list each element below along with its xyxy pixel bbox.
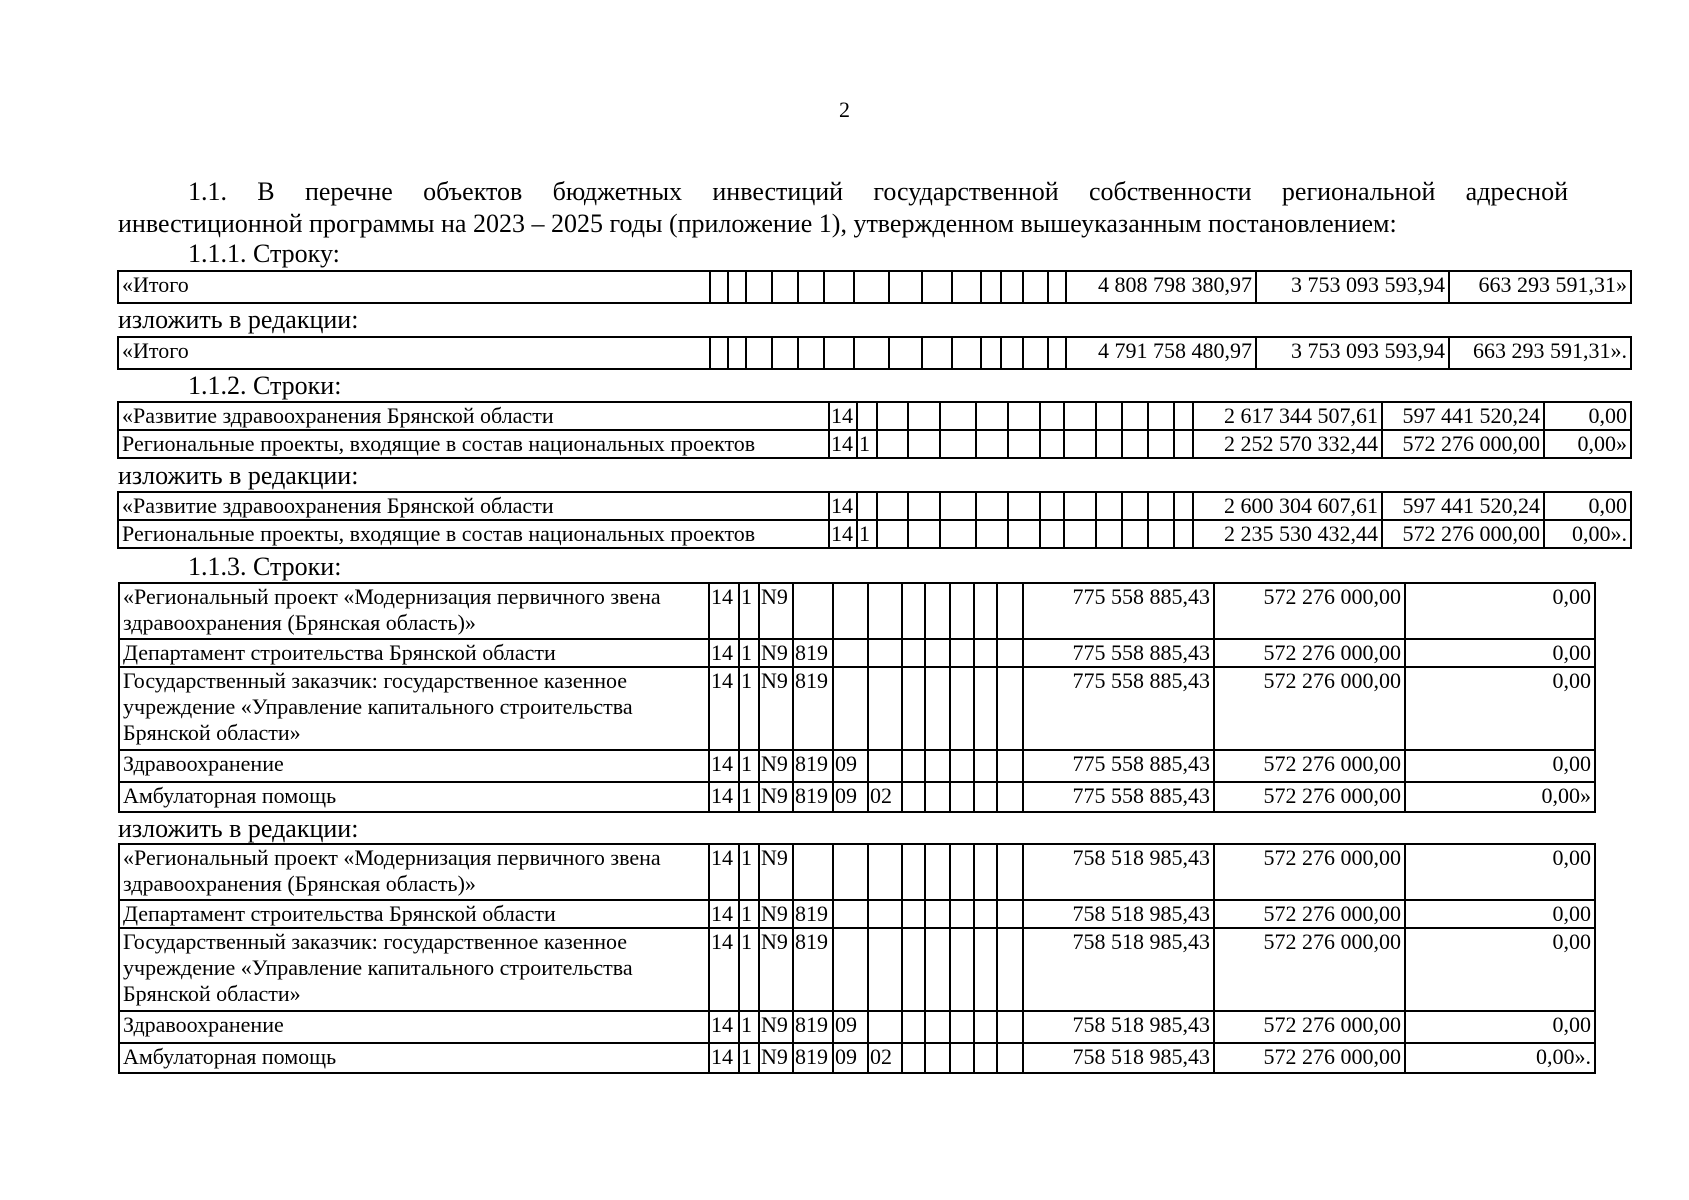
- value-2025: 0,00».: [1405, 1043, 1595, 1073]
- value-2025: 0,00: [1405, 583, 1595, 639]
- value-2023: 2 252 570 332,44: [1193, 430, 1382, 458]
- code-4: [793, 583, 833, 639]
- value-2025: 0,00: [1405, 900, 1595, 928]
- code-1: 14: [829, 402, 857, 430]
- row-name: Государственный заказчик: государственное казенное учреждение «Управление капитального строительства Брянской области»: [119, 928, 709, 1011]
- code-6: [868, 639, 902, 667]
- value-2023: 758 518 985,43: [1023, 1043, 1214, 1073]
- code-2: 1: [739, 900, 759, 928]
- code-4: [793, 844, 833, 900]
- intro-line-1: 1.1. В перечне объектов бюджетных инвестиций государственной собственности региональной адресной: [188, 177, 1568, 206]
- row-name: «Региональный проект «Модернизация первичного звена здравоохранения (Брянская область)»: [119, 844, 709, 900]
- code-6: 02: [868, 1043, 902, 1073]
- intro-paragraph: [118, 176, 1568, 240]
- value-2025: 0,00»: [1405, 782, 1595, 812]
- code-1: 14: [709, 782, 739, 812]
- value-2025: 0,00: [1544, 402, 1631, 430]
- value-2024: 572 276 000,00: [1214, 928, 1405, 1011]
- value-2024: 572 276 000,00: [1382, 520, 1544, 548]
- code-1: 14: [829, 520, 857, 548]
- value-2024: 572 276 000,00: [1382, 430, 1544, 458]
- code-2: 1: [739, 928, 759, 1011]
- code-6: [868, 583, 902, 639]
- row-name: «Развитие здравоохранения Брянской области: [118, 492, 829, 520]
- code-2: 1: [739, 750, 759, 782]
- table-row: [118, 430, 1631, 458]
- code-3: N9: [759, 900, 793, 928]
- code-6: [868, 844, 902, 900]
- value-2024: 3 753 093 593,94: [1256, 271, 1449, 303]
- code-3: N9: [759, 782, 793, 812]
- table-row: [119, 667, 1595, 750]
- value-2025: 0,00»: [1544, 430, 1631, 458]
- heading-redak-2: изложить в редакции:: [118, 461, 359, 490]
- table-row: [118, 271, 1631, 303]
- code-3: N9: [759, 1011, 793, 1043]
- value-2024: 597 441 520,24: [1382, 402, 1544, 430]
- code-5: [833, 844, 868, 900]
- table-row: [119, 1043, 1595, 1073]
- table-row: [119, 928, 1595, 1011]
- code-5: 09: [833, 750, 868, 782]
- table-row: [119, 900, 1595, 928]
- table-row: [119, 844, 1595, 900]
- value-2023: 775 558 885,43: [1023, 639, 1214, 667]
- value-2024: 572 276 000,00: [1214, 1011, 1405, 1043]
- itogo-old-table: [117, 270, 1632, 304]
- value-2025: 0,00: [1405, 928, 1595, 1011]
- row-name: «Итого: [118, 271, 710, 303]
- value-2023: 775 558 885,43: [1023, 583, 1214, 639]
- value-2023: 758 518 985,43: [1023, 928, 1214, 1011]
- code-6: 02: [868, 782, 902, 812]
- sec112-old-table: [117, 401, 1632, 459]
- value-2023: 4 808 798 380,97: [1066, 271, 1256, 303]
- sec113-old-table: [118, 582, 1596, 813]
- value-2024: 572 276 000,00: [1214, 900, 1405, 928]
- row-name: Здравоохранение: [119, 750, 709, 782]
- code-1: 14: [709, 928, 739, 1011]
- code-5: [833, 583, 868, 639]
- sec113-new-table: [118, 843, 1596, 1074]
- code-1: 14: [829, 430, 857, 458]
- value-2023: 775 558 885,43: [1023, 782, 1214, 812]
- code-4: 819: [793, 1011, 833, 1043]
- row-name: Региональные проекты, входящие в состав национальных проектов: [118, 430, 829, 458]
- heading-1-1-2: 1.1.2. Строки:: [188, 371, 342, 400]
- value-2024: 572 276 000,00: [1214, 639, 1405, 667]
- value-2024: 572 276 000,00: [1214, 750, 1405, 782]
- value-2025: 0,00».: [1544, 520, 1631, 548]
- code-1: 14: [709, 844, 739, 900]
- value-2025: 663 293 591,31».: [1449, 337, 1631, 369]
- row-name: «Региональный проект «Модернизация первичного звена здравоохранения (Брянская область)»: [119, 583, 709, 639]
- value-2023: 758 518 985,43: [1023, 844, 1214, 900]
- row-name: Региональные проекты, входящие в состав национальных проектов: [118, 520, 829, 548]
- row-name: Департамент строительства Брянской области: [119, 900, 709, 928]
- code-6: [868, 750, 902, 782]
- code-6: [868, 928, 902, 1011]
- code-4: 819: [793, 900, 833, 928]
- value-2023: 775 558 885,43: [1023, 750, 1214, 782]
- table-row: [119, 750, 1595, 782]
- value-2023: 758 518 985,43: [1023, 1011, 1214, 1043]
- code-2: 1: [739, 583, 759, 639]
- row-name: «Итого: [118, 337, 710, 369]
- value-2025: 0,00: [1405, 844, 1595, 900]
- row-name: Амбулаторная помощь: [119, 1043, 709, 1073]
- value-2024: 572 276 000,00: [1214, 667, 1405, 750]
- value-2024: 572 276 000,00: [1214, 844, 1405, 900]
- code-3: N9: [759, 844, 793, 900]
- code-1: 14: [709, 667, 739, 750]
- code-2: 1: [739, 667, 759, 750]
- code-2: [857, 492, 877, 520]
- value-2024: 572 276 000,00: [1214, 782, 1405, 812]
- value-2023: 2 235 530 432,44: [1193, 520, 1382, 548]
- code-6: [868, 667, 902, 750]
- value-2024: 597 441 520,24: [1382, 492, 1544, 520]
- code-4: 819: [793, 750, 833, 782]
- code-2: 1: [739, 1043, 759, 1073]
- code-1: 14: [709, 1043, 739, 1073]
- value-2025: 663 293 591,31»: [1449, 271, 1631, 303]
- code-2: 1: [739, 782, 759, 812]
- code-2: 1: [739, 639, 759, 667]
- value-2025: 0,00: [1405, 1011, 1595, 1043]
- value-2023: 2 617 344 507,61: [1193, 402, 1382, 430]
- code-6: [868, 900, 902, 928]
- row-name: Государственный заказчик: государственное казенное учреждение «Управление капитального строительства Брянской области»: [119, 667, 709, 750]
- value-2024: 3 753 093 593,94: [1256, 337, 1449, 369]
- code-2: 1: [857, 430, 877, 458]
- code-5: [833, 928, 868, 1011]
- code-6: [868, 1011, 902, 1043]
- code-1: 14: [829, 492, 857, 520]
- heading-1-1-1: 1.1.1. Строку:: [188, 239, 340, 268]
- code-4: 819: [793, 1043, 833, 1073]
- table-row: [118, 492, 1631, 520]
- value-2025: 0,00: [1405, 667, 1595, 750]
- table-row: [119, 583, 1595, 639]
- table-row: [119, 782, 1595, 812]
- code-1: 14: [709, 1011, 739, 1043]
- code-3: N9: [759, 750, 793, 782]
- code-3: N9: [759, 928, 793, 1011]
- code-5: [833, 667, 868, 750]
- table-row: [118, 337, 1631, 369]
- heading-redak-3: изложить в редакции:: [118, 814, 359, 843]
- value-2023: 758 518 985,43: [1023, 900, 1214, 928]
- code-2: 1: [857, 520, 877, 548]
- heading-1-1-3: 1.1.3. Строки:: [188, 552, 342, 581]
- value-2025: 0,00: [1405, 639, 1595, 667]
- code-3: N9: [759, 639, 793, 667]
- code-1: 14: [709, 750, 739, 782]
- heading-redak-1: изложить в редакции:: [118, 305, 359, 334]
- code-3: N9: [759, 1043, 793, 1073]
- value-2025: 0,00: [1544, 492, 1631, 520]
- code-4: 819: [793, 667, 833, 750]
- code-1: 14: [709, 583, 739, 639]
- row-name: «Развитие здравоохранения Брянской области: [118, 402, 829, 430]
- table-row: [119, 639, 1595, 667]
- value-2023: 2 600 304 607,61: [1193, 492, 1382, 520]
- page-number: 2: [839, 97, 850, 122]
- code-1: 14: [709, 900, 739, 928]
- code-5: [833, 900, 868, 928]
- code-5: 09: [833, 1011, 868, 1043]
- code-3: N9: [759, 583, 793, 639]
- table-row: [119, 1011, 1595, 1043]
- value-2024: 572 276 000,00: [1214, 583, 1405, 639]
- table-row: [118, 520, 1631, 548]
- code-1: 14: [709, 639, 739, 667]
- code-5: [833, 639, 868, 667]
- code-4: 819: [793, 639, 833, 667]
- value-2023: 775 558 885,43: [1023, 667, 1214, 750]
- code-4: 819: [793, 782, 833, 812]
- itogo-new-table: [117, 336, 1632, 370]
- code-2: 1: [739, 1011, 759, 1043]
- row-name: Амбулаторная помощь: [119, 782, 709, 812]
- value-2023: 4 791 758 480,97: [1066, 337, 1256, 369]
- code-3: N9: [759, 667, 793, 750]
- sec112-new-table: [117, 491, 1632, 549]
- row-name: Здравоохранение: [119, 1011, 709, 1043]
- code-2: 1: [739, 844, 759, 900]
- table-row: [118, 402, 1631, 430]
- code-5: 09: [833, 1043, 868, 1073]
- code-5: 09: [833, 782, 868, 812]
- value-2025: 0,00: [1405, 750, 1595, 782]
- code-2: [857, 402, 877, 430]
- code-4: 819: [793, 928, 833, 1011]
- intro-line-2: инвестиционной программы на 2023 – 2025 годы (приложение 1), утвержденном вышеуказанным постановлением:: [118, 209, 1397, 238]
- value-2024: 572 276 000,00: [1214, 1043, 1405, 1073]
- row-name: Департамент строительства Брянской области: [119, 639, 709, 667]
